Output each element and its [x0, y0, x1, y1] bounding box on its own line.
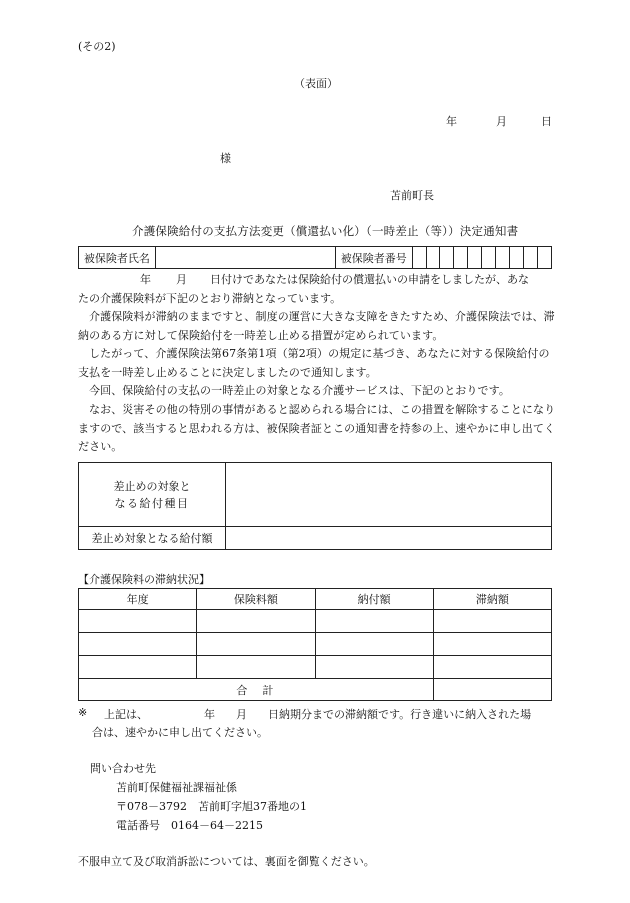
arrears-cell[interactable]	[79, 610, 197, 633]
insured-number-digit[interactable]	[454, 247, 468, 269]
side-label: （表面）	[294, 77, 338, 90]
p1-text-a: 日付けであなたは保険給付の償還払いの申請をしましたが、あな	[210, 273, 529, 286]
date-month-label: 月	[496, 115, 507, 128]
p4-text: 今回、保険給付の支払の一時差止の対象となる介護サービスは、下記のとおりです。	[89, 384, 510, 397]
note-mark: ※	[78, 706, 88, 719]
arrears-header-premium: 保険料額	[197, 589, 315, 610]
date-day-label: 日	[541, 115, 552, 128]
p1-month: 月	[176, 273, 187, 286]
form-number: (その2)	[78, 40, 116, 53]
arrears-cell[interactable]	[197, 633, 315, 656]
arrears-cell[interactable]	[197, 610, 315, 633]
arrears-cell[interactable]	[433, 633, 551, 656]
table-row	[79, 656, 552, 679]
stop-target-table	[78, 462, 552, 550]
arrears-cell[interactable]	[197, 656, 315, 679]
date-year-label: 年	[446, 115, 457, 128]
stop-amount-field[interactable]	[226, 527, 552, 550]
insured-table	[78, 246, 552, 269]
footer-note: 不服申立て及び取消訴訟については、裏面を御覧ください。	[78, 855, 375, 868]
contact-label: 問い合わせ先	[90, 762, 156, 775]
document-title: 介護保険給付の支払方法変更（償還払い化）（一時差止（等））決定通知書	[132, 224, 519, 238]
arrears-cell[interactable]	[433, 656, 551, 679]
stop-type-label-line2: なる給付種目	[114, 496, 190, 510]
insured-number-label: 被保険者番号	[335, 247, 412, 269]
arrears-header-paid: 納付額	[315, 589, 433, 610]
issuer-name: 苫前町長	[390, 189, 434, 202]
arrears-cell[interactable]	[433, 610, 551, 633]
stop-type-label	[79, 463, 226, 527]
contact-address: 〒078－3792 苫前町字旭37番地の1	[116, 800, 307, 813]
p1-text-b: たの介護保険料が下記のとおり滞納となっています。	[78, 292, 342, 305]
arrears-table	[78, 588, 552, 701]
arrears-heading: 【介護保険料の滞納状況】	[78, 573, 210, 586]
insured-number-digit[interactable]	[496, 247, 510, 269]
note-text-b: 日納期分までの滞納額です。行き違いに納入された場	[268, 708, 532, 721]
note-month: 月	[236, 708, 247, 721]
insured-name-label: 被保険者氏名	[79, 247, 156, 269]
arrears-cell[interactable]	[315, 656, 433, 679]
arrears-total-field[interactable]	[433, 679, 551, 701]
p1-year: 年	[140, 273, 151, 286]
arrears-header-year: 年度	[79, 589, 197, 610]
stop-type-field[interactable]	[226, 463, 552, 527]
table-row	[79, 633, 552, 656]
arrears-cell[interactable]	[315, 633, 433, 656]
note-year: 年	[204, 708, 215, 721]
arrears-total-label: 合 計	[79, 679, 434, 701]
p5-text: なお、災害その他の特別の事情があると認められる場合には、この措置を解除することになりますので、該当すると思われる方は、被保険者証とこの通知書を持参の上、速やかに申し出てください。	[78, 403, 556, 453]
insured-number-digit[interactable]	[468, 247, 482, 269]
contact-dept: 苫前町保健福祉課福祉係	[116, 781, 237, 794]
insured-number-digit[interactable]	[426, 247, 440, 269]
arrears-total-row	[79, 679, 552, 701]
insured-number-digit[interactable]	[482, 247, 496, 269]
insured-number-digit[interactable]	[524, 247, 538, 269]
insured-number-digit[interactable]	[412, 247, 426, 269]
stop-amount-label: 差止め対象となる給付額	[79, 527, 226, 550]
note-text-c: 合は、速やかに申し出てください。	[92, 726, 268, 739]
insured-number-digit[interactable]	[440, 247, 454, 269]
contact-phone: 電話番号 0164－64－2215	[116, 819, 263, 832]
p3-text: したがって、介護保険法第67条第1項（第2項）の規定に基づき、あなたに対する保険給付の支払を一時差し止めることに決定しましたので通知します。	[78, 347, 550, 379]
arrears-header-arrears: 滞納額	[433, 589, 551, 610]
table-row	[79, 610, 552, 633]
stop-type-label-line1: 差止めの対象と	[113, 479, 191, 493]
note-text-a: 上記は、	[104, 708, 148, 721]
addressee-suffix: 様	[220, 152, 231, 165]
insured-number-digit[interactable]	[510, 247, 524, 269]
insured-number-digit[interactable]	[538, 247, 552, 269]
arrears-cell[interactable]	[79, 656, 197, 679]
arrears-cell[interactable]	[79, 633, 197, 656]
arrears-cell[interactable]	[315, 610, 433, 633]
insured-name-field[interactable]	[155, 247, 335, 269]
p2-text: 介護保険料が滞納のままですと、制度の運営に大きな支障をきたすため、介護保険法では、滞納のある方に対して保険給付を一時差し止める措置が定められています。	[78, 310, 555, 342]
